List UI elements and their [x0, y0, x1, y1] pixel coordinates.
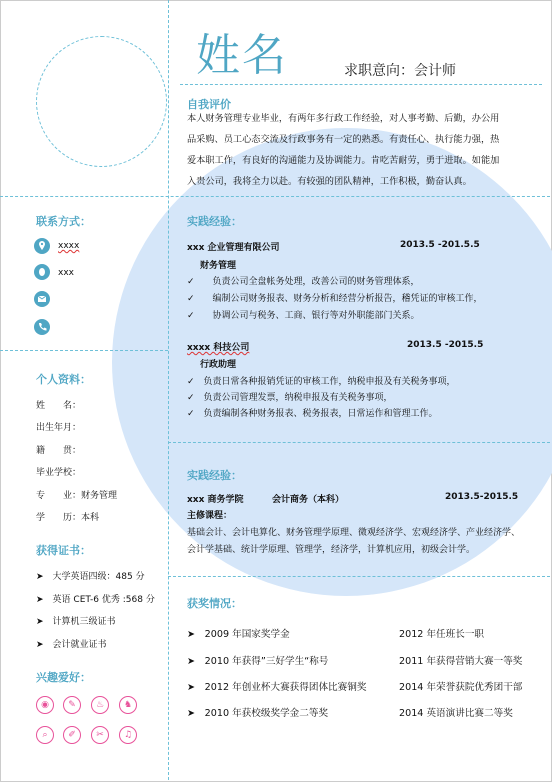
- qq-icon: [34, 264, 50, 280]
- hobbies-title: 兴趣爱好：: [36, 671, 91, 684]
- check-icon: ✓: [187, 311, 213, 321]
- job2-text: 负责编制各种财务报表、税务报表，日常运作和管理工作。: [203, 409, 438, 419]
- cert-item: [36, 569, 145, 582]
- awards-title: 获奖情况：: [187, 597, 242, 610]
- job2-text: 负责日常各种报销凭证的审核工作，纳税申报及有关税务事项，: [203, 377, 456, 387]
- job2-role: 行政助理: [200, 360, 237, 370]
- school-period: 2013.5-2015.5: [445, 492, 519, 502]
- check-icon: ✓: [187, 393, 204, 403]
- cert-text: 计算机三级证书: [52, 617, 116, 627]
- job1-text: 负责公司全盘帐务处理，改善公司的财务管理体系，: [212, 277, 420, 287]
- self-eval-line: 爱本职工作，有良好的沟通能力及协调能力。肯吃苦耐劳，勇于进取。如能加: [187, 155, 500, 166]
- section-divider: [0, 350, 168, 351]
- bullet-icon: ➤: [36, 595, 53, 605]
- section-divider: [168, 442, 550, 443]
- job2-item: [187, 390, 393, 403]
- job1-item: [187, 274, 420, 287]
- column-divider: [168, 0, 169, 780]
- photo-placeholder: [36, 36, 167, 167]
- bullet-icon: ➤: [187, 708, 205, 719]
- job2-item: [187, 374, 456, 387]
- check-icon: ✓: [187, 409, 204, 419]
- personal-birth: 出生年月：: [36, 423, 82, 433]
- cert-item: [36, 592, 155, 605]
- job2-company-text: xxxx 科技公司: [187, 343, 250, 353]
- award-item: [187, 653, 328, 667]
- job1-period: 2013.5 -201.5.5: [400, 240, 480, 250]
- candidate-name: 姓名: [196, 30, 288, 81]
- job1-text: 协调公司与税务、工商、银行等对外职能部门关系。: [212, 311, 420, 321]
- qq-value: xxx: [58, 268, 74, 278]
- brush-icon: ✐: [63, 726, 81, 744]
- job2-company: [187, 340, 249, 353]
- certs-title: 获得证书：: [36, 544, 91, 557]
- check-icon: ✓: [187, 277, 213, 287]
- job2-period: 2013.5 -2015.5: [407, 340, 484, 350]
- cert-text: 会计就业证书: [52, 640, 107, 650]
- bullet-icon: ➤: [36, 640, 53, 650]
- award-text: 2012 年创业杯大赛获得团体比赛铜奖: [204, 682, 367, 693]
- cert-text: 英语 CET-6 优秀 :568 分: [52, 595, 155, 605]
- scissors-icon: ✂: [91, 726, 109, 744]
- award-text: 2009 年国家奖学金: [204, 629, 290, 640]
- award-item: [187, 679, 366, 693]
- cert-item: [36, 637, 107, 650]
- personal-title: 个人资料：: [36, 373, 91, 386]
- check-icon: ✓: [187, 377, 204, 387]
- job-objective: 求职意向：会计师: [344, 63, 456, 79]
- pen-icon: ✎: [63, 696, 81, 714]
- job1-text: 编制公司财务报表、财务分析和经营分析报告，稽凭证的审核工作，: [212, 294, 483, 304]
- mail-icon: [34, 291, 50, 307]
- award-right: 2012 年任班长一职: [399, 629, 485, 640]
- courses-line: 会计学基础、统计学原理、管理学，经济学，计算机应用，初级会计学。: [187, 545, 476, 555]
- game-icon: ♞: [119, 696, 137, 714]
- award-right: 2014 英语演讲比赛二等奖: [399, 708, 513, 719]
- check-icon: ✓: [187, 294, 213, 304]
- cup-icon: ♨: [91, 696, 109, 714]
- self-eval-line: 入贵公司，我将全力以赴。有较强的团队精神，工作积极，勤奋认真。: [187, 176, 472, 187]
- contact-title: 联系方式：: [36, 215, 91, 228]
- bullet-icon: ➤: [187, 629, 205, 640]
- section-divider: [0, 196, 550, 197]
- award-text: 2010 年获校级奖学金二等奖: [204, 708, 329, 719]
- personal-major: 专 业：财务管理: [36, 491, 118, 501]
- self-eval-line: 本人财务管理专业毕业，有两年多行政工作经验，对人事考勤、后勤，办公用: [187, 113, 500, 124]
- bullet-icon: ➤: [36, 617, 53, 627]
- cert-text: 大学英语四级：485 分: [52, 572, 145, 582]
- job1-item: [187, 291, 483, 304]
- self-eval-line: 品采购、员工心态交流及行政事务有一定的熟悉。有责任心、执行能力强，热: [187, 134, 500, 145]
- job2-text: 负责公司管理发票，纳税申报及有关税务事项，: [203, 393, 393, 403]
- courses-line: 基础会计、会计电算化、财务管理学原理、微观经济学、宏观经济学、产业经济学、: [187, 528, 521, 538]
- section-divider: [168, 576, 550, 577]
- award-item: [187, 626, 290, 640]
- guitar-icon: ♫: [119, 726, 137, 744]
- practice-title: 实践经验：: [187, 215, 242, 228]
- personal-origin: 籍 贯：: [36, 446, 82, 456]
- job1-item: [187, 308, 420, 321]
- job2-item: [187, 406, 438, 419]
- location-icon: [34, 238, 50, 254]
- bullet-icon: ➤: [187, 682, 205, 693]
- job1-role: 财务管理: [200, 261, 237, 271]
- search-icon: ⌕: [36, 726, 54, 744]
- personal-name: 姓 名：: [36, 401, 82, 411]
- camera-icon: ◉: [36, 696, 54, 714]
- phone-value: xxxx: [58, 241, 80, 251]
- phone-icon: [34, 319, 50, 335]
- courses-title: 主修课程：: [187, 511, 233, 521]
- award-right: 2014 年荣誉获院优秀团干部: [399, 682, 523, 693]
- bullet-icon: ➤: [187, 656, 205, 667]
- education-title: 实践经验：: [187, 469, 242, 482]
- job1-company: xxx 企业管理有限公司: [187, 243, 280, 253]
- personal-degree: 学 历：本科: [36, 513, 100, 523]
- award-text: 2010 年获得”三好学生“称号: [204, 656, 329, 667]
- school-name: xxx 商务学院: [187, 495, 244, 505]
- personal-school: 毕业学校：: [36, 468, 82, 478]
- self-eval-text: [187, 108, 532, 192]
- award-item: [187, 705, 328, 719]
- school-major: 会计商务（本科）: [272, 495, 345, 505]
- award-right: 2011 年获得营销大赛一等奖: [399, 656, 523, 667]
- cert-item: [36, 614, 116, 627]
- bullet-icon: ➤: [36, 572, 53, 582]
- self-eval-title: 自我评价: [187, 98, 231, 111]
